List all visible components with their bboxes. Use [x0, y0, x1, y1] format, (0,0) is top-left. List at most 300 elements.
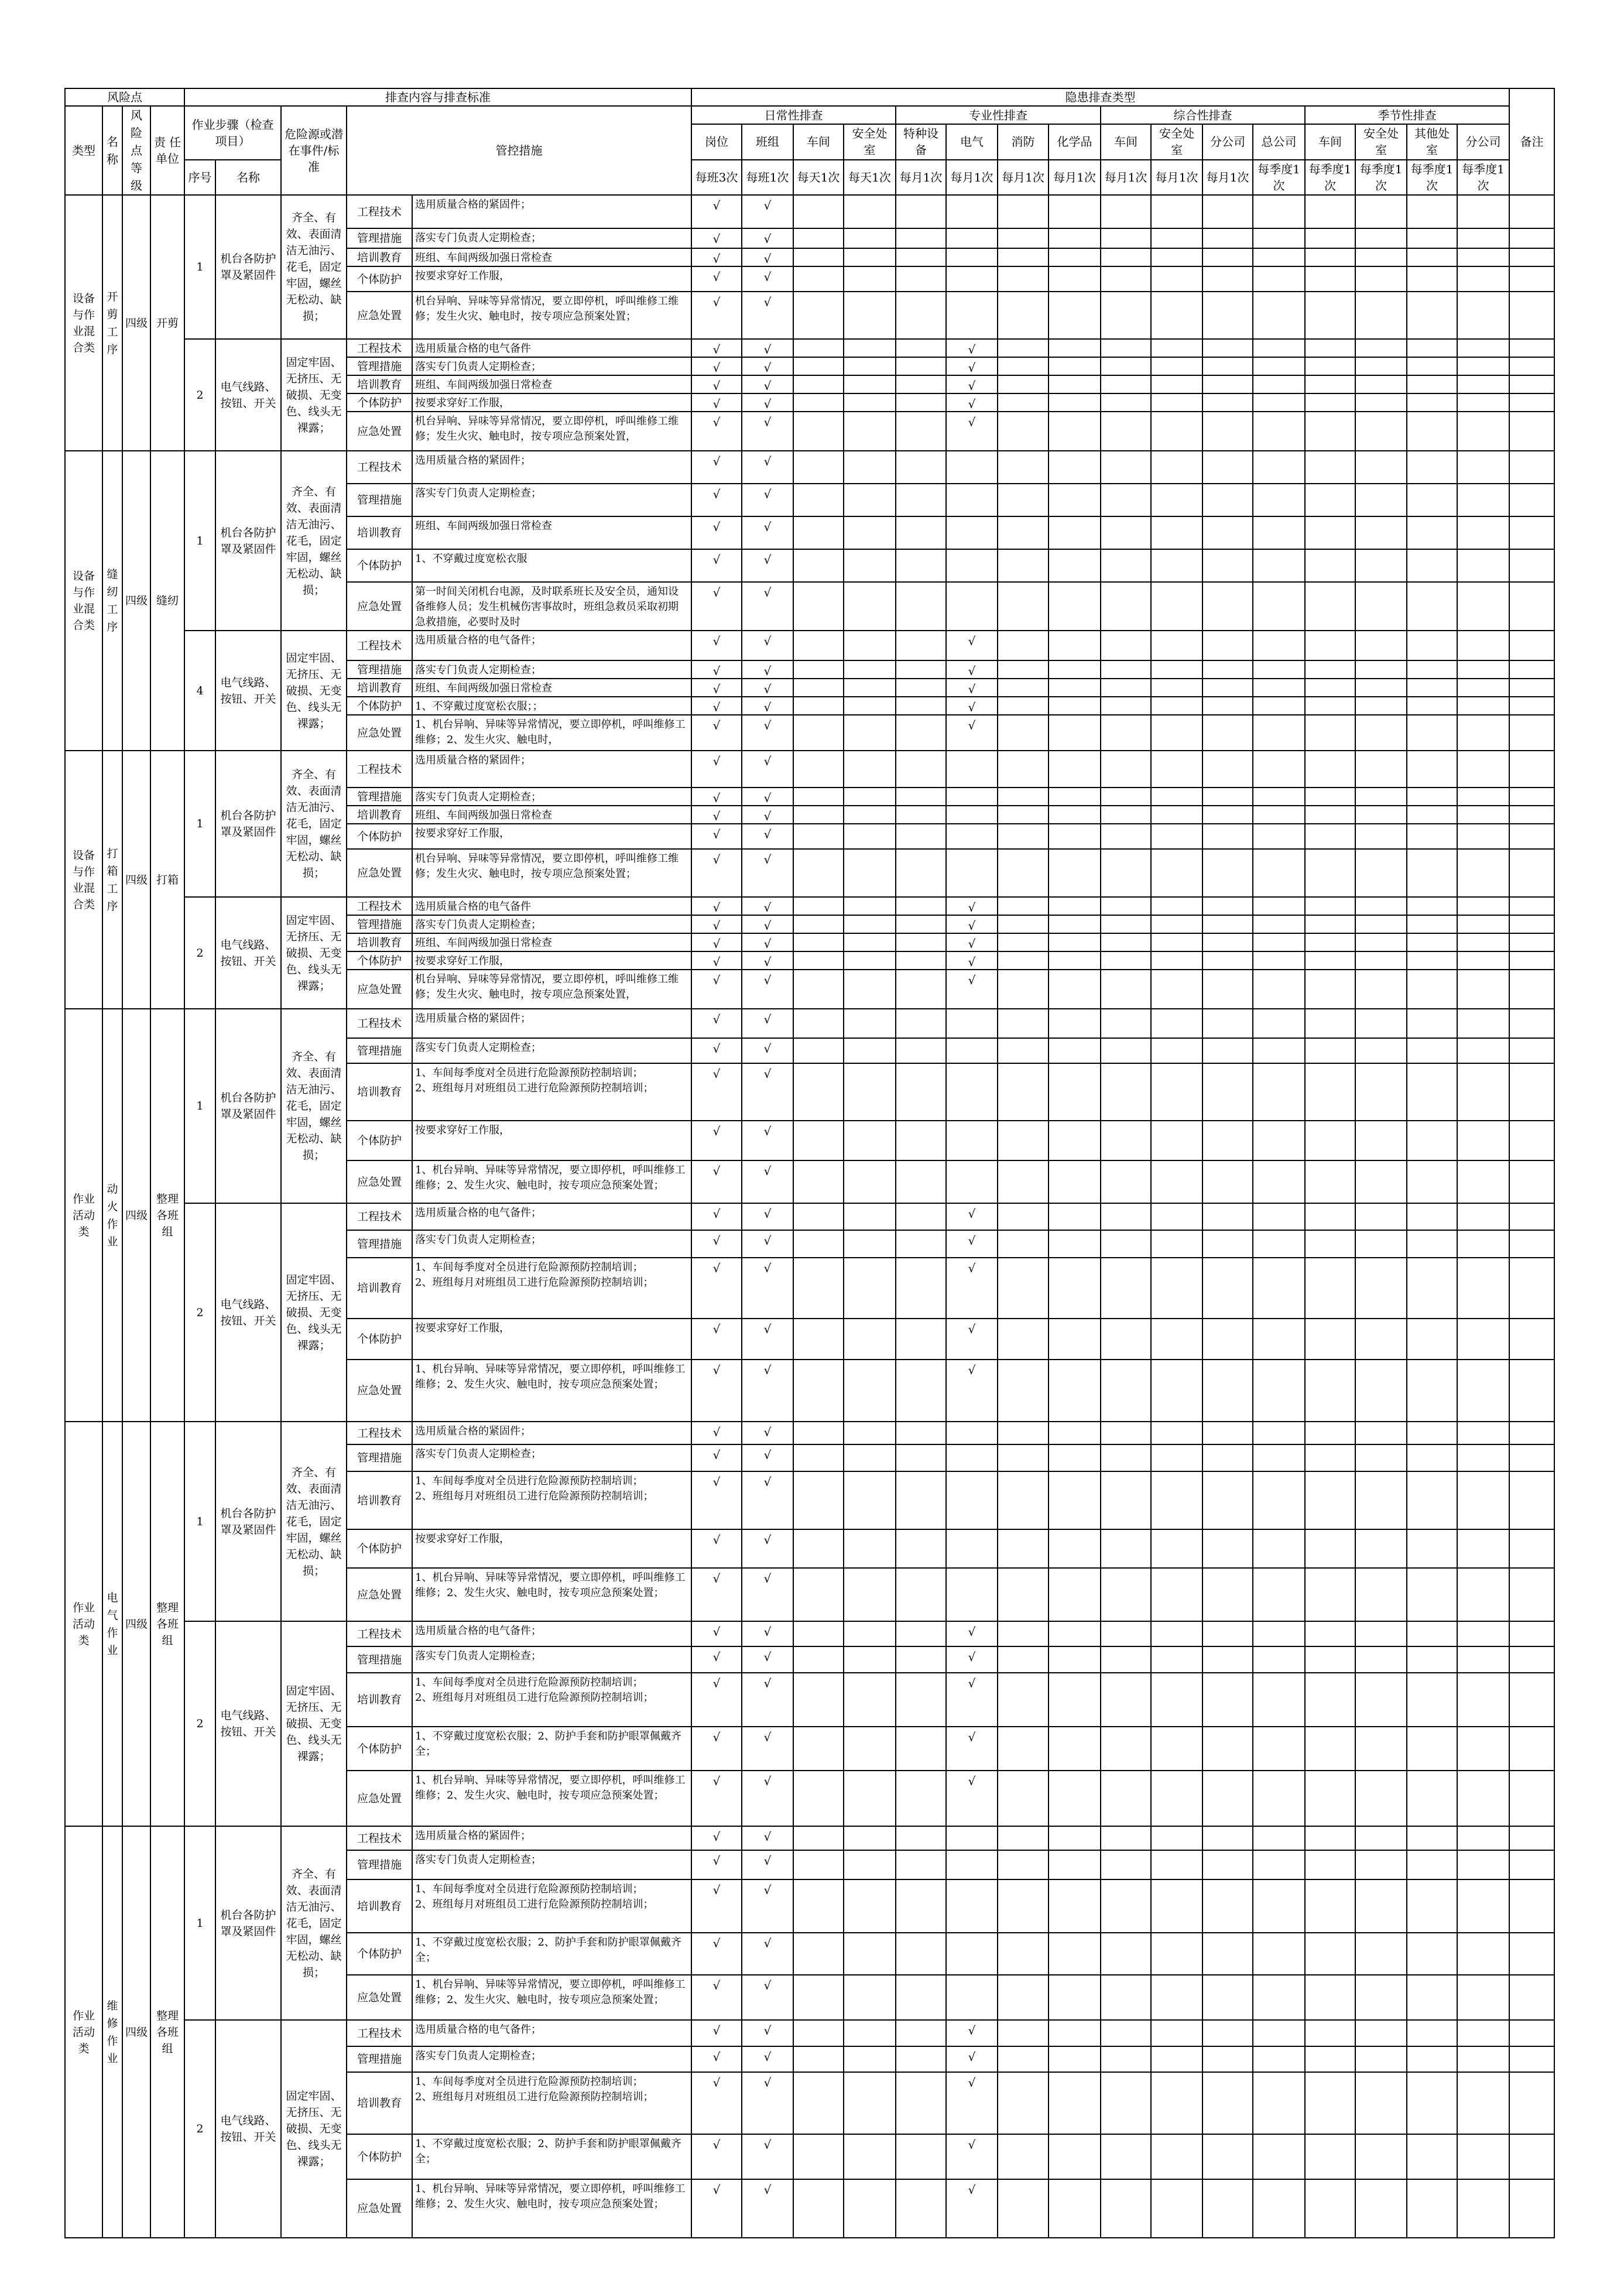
check-cell	[793, 788, 844, 806]
check-cell	[793, 1063, 844, 1121]
check-cell	[1049, 1319, 1101, 1360]
check-cell	[1253, 697, 1305, 715]
check-mark: √	[742, 788, 793, 806]
check-cell	[1407, 849, 1457, 897]
check-cell	[1049, 751, 1101, 788]
check-cell	[1202, 1203, 1253, 1230]
check-cell	[946, 788, 998, 806]
check-cell	[1151, 715, 1202, 751]
check-cell	[896, 1230, 946, 1258]
check-cell	[1305, 1230, 1355, 1258]
control-measure: 选用质量合格的紧固件；	[412, 751, 691, 788]
remarks-cell	[1509, 451, 1554, 484]
check-cell	[1407, 1319, 1457, 1360]
check-cell	[896, 1121, 946, 1160]
measure-category: 培训教育	[347, 375, 412, 393]
check-mark: √	[742, 2072, 793, 2134]
check-cell	[1202, 1258, 1253, 1319]
check-cell	[1151, 484, 1202, 516]
check-cell	[998, 897, 1049, 915]
check-mark: √	[742, 339, 793, 357]
check-cell	[1407, 660, 1457, 679]
check-cell	[1407, 951, 1457, 970]
check-cell	[1101, 951, 1151, 970]
check-mark: √	[742, 933, 793, 951]
step-name: 电气线路、按钮、开关	[215, 631, 281, 751]
header-responsible-unit: 责 任单位	[150, 106, 184, 195]
measure-category: 管理措施	[347, 660, 412, 679]
check-cell	[1151, 788, 1202, 806]
check-mark: √	[691, 582, 742, 631]
check-cell	[1151, 660, 1202, 679]
hazard-standard: 齐全、有效、表面清洁无油污、花毛，固定牢固，螺丝无松动、缺损；	[281, 1422, 347, 1621]
check-cell	[1457, 1203, 1509, 1230]
measure-category: 个体防护	[347, 1121, 412, 1160]
check-cell	[896, 248, 946, 266]
check-cell	[998, 375, 1049, 393]
remarks-cell	[1509, 1568, 1554, 1621]
check-cell	[1202, 451, 1253, 484]
check-cell	[1305, 1850, 1355, 1879]
check-cell	[1407, 266, 1457, 292]
control-measure: 选用质量合格的紧固件；	[412, 1009, 691, 1038]
check-cell	[793, 951, 844, 970]
check-cell	[1101, 715, 1151, 751]
check-cell	[946, 1529, 998, 1568]
check-cell	[1253, 1230, 1305, 1258]
check-cell	[1253, 248, 1305, 266]
check-cell	[1457, 1160, 1509, 1203]
check-cell	[1457, 1771, 1509, 1826]
check-cell	[844, 970, 896, 1009]
check-cell	[1101, 1160, 1151, 1203]
measure-category: 个体防护	[347, 1529, 412, 1568]
check-cell	[1202, 1646, 1253, 1673]
check-cell	[1407, 1121, 1457, 1160]
table-row	[65, 2020, 1554, 2046]
check-cell	[896, 516, 946, 549]
check-mark: √	[691, 1826, 742, 1850]
check-cell	[1305, 806, 1355, 824]
check-cell	[1407, 1360, 1457, 1422]
measure-category: 个体防护	[347, 824, 412, 849]
header-frequency: 每月1次	[946, 160, 998, 195]
check-mark: √	[691, 970, 742, 1009]
check-cell	[896, 1975, 946, 2020]
check-cell	[1049, 248, 1101, 266]
measure-category: 工程技术	[347, 195, 412, 228]
measure-category: 个体防护	[347, 2134, 412, 2179]
check-mark: √	[691, 1422, 742, 1444]
remarks-cell	[1509, 660, 1554, 679]
check-mark: √	[691, 2134, 742, 2179]
check-cell	[1101, 1203, 1151, 1230]
check-cell	[1305, 849, 1355, 897]
risk-level: 四级	[122, 751, 150, 1009]
check-cell	[896, 715, 946, 751]
check-cell	[896, 697, 946, 715]
check-cell	[1355, 1160, 1407, 1203]
check-cell	[1355, 1203, 1407, 1230]
control-measure: 1、不穿戴过度宽松衣服；2、防护手套和防护眼罩佩戴齐全；	[412, 2134, 691, 2179]
check-mark: √	[946, 951, 998, 970]
check-mark: √	[691, 1121, 742, 1160]
check-cell	[1305, 195, 1355, 228]
check-cell	[1151, 195, 1202, 228]
check-cell	[896, 228, 946, 248]
measure-category: 应急处置	[347, 970, 412, 1009]
measure-category: 个体防护	[347, 1727, 412, 1771]
check-cell	[793, 933, 844, 951]
check-mark: √	[742, 806, 793, 824]
check-cell	[793, 1230, 844, 1258]
check-cell	[1355, 679, 1407, 697]
check-cell	[844, 2134, 896, 2179]
check-mark: √	[742, 751, 793, 788]
check-mark: √	[691, 1568, 742, 1621]
measure-category: 培训教育	[347, 1673, 412, 1727]
check-cell	[1253, 970, 1305, 1009]
check-cell	[1151, 1160, 1202, 1203]
check-cell	[1151, 549, 1202, 582]
check-cell	[1151, 339, 1202, 357]
check-cell	[844, 1360, 896, 1422]
step-name: 机台各防护罩及紧固件	[215, 1009, 281, 1203]
check-cell	[844, 1621, 896, 1646]
header-column: 安全处室	[844, 124, 896, 159]
check-cell	[1202, 1009, 1253, 1038]
check-cell	[1049, 1933, 1101, 1975]
check-cell	[998, 970, 1049, 1009]
check-cell	[1253, 412, 1305, 451]
check-cell	[1355, 339, 1407, 357]
check-cell	[896, 1727, 946, 1771]
check-cell	[793, 1121, 844, 1160]
check-cell	[1049, 1826, 1101, 1850]
check-cell	[1202, 1360, 1253, 1422]
check-cell	[793, 1621, 844, 1646]
check-cell	[1457, 1621, 1509, 1646]
check-cell	[896, 2046, 946, 2072]
check-cell	[1151, 1360, 1202, 1422]
check-cell	[1151, 1230, 1202, 1258]
check-cell	[1202, 1850, 1253, 1879]
check-cell	[1049, 357, 1101, 375]
check-cell	[1151, 228, 1202, 248]
check-cell	[1253, 451, 1305, 484]
check-cell	[1202, 2020, 1253, 2046]
check-cell	[793, 1038, 844, 1063]
check-cell	[1457, 1826, 1509, 1850]
check-cell	[1049, 1771, 1101, 1826]
check-cell	[1407, 357, 1457, 375]
check-cell	[1101, 897, 1151, 915]
table-row	[65, 1203, 1554, 1230]
remarks-cell	[1509, 195, 1554, 228]
check-cell	[1305, 631, 1355, 660]
check-cell	[1355, 2072, 1407, 2134]
step-seq: 1	[184, 451, 215, 631]
check-mark: √	[742, 1975, 793, 2020]
check-cell	[793, 2072, 844, 2134]
remarks-cell	[1509, 970, 1554, 1009]
check-cell	[1049, 1621, 1101, 1646]
check-cell	[1151, 970, 1202, 1009]
check-cell	[1457, 549, 1509, 582]
check-cell	[1355, 2046, 1407, 2072]
check-cell	[1407, 393, 1457, 412]
check-cell	[1253, 1673, 1305, 1727]
check-cell	[1049, 1203, 1101, 1230]
header-column: 班组	[742, 124, 793, 159]
table-row	[65, 1422, 1554, 1444]
check-cell	[844, 516, 896, 549]
check-cell	[946, 292, 998, 339]
check-cell	[1457, 951, 1509, 970]
remarks-cell	[1509, 679, 1554, 697]
check-cell	[1355, 1230, 1407, 1258]
check-cell	[1151, 915, 1202, 933]
check-cell	[844, 679, 896, 697]
check-cell	[1457, 1258, 1509, 1319]
control-measure: 机台异响、异味等异常情况，要立即停机，呼叫维修工维修；发生火灾、触电时，按专项应急预案处置；	[412, 292, 691, 339]
check-cell	[1407, 339, 1457, 357]
check-cell	[844, 266, 896, 292]
check-cell	[1355, 788, 1407, 806]
check-cell	[998, 1038, 1049, 1063]
check-cell	[1407, 1673, 1457, 1727]
check-cell	[1049, 1646, 1101, 1673]
check-cell	[1457, 1879, 1509, 1933]
check-cell	[1407, 1975, 1457, 2020]
check-cell	[1407, 2179, 1457, 2238]
check-cell	[1202, 516, 1253, 549]
header-column: 总公司	[1253, 124, 1305, 159]
check-mark: √	[691, 1360, 742, 1422]
check-cell	[793, 549, 844, 582]
step-name: 电气线路、按钮、开关	[215, 339, 281, 451]
check-cell	[946, 1471, 998, 1529]
remarks-cell	[1509, 1444, 1554, 1471]
check-mark: √	[691, 2179, 742, 2238]
check-cell	[1407, 751, 1457, 788]
check-cell	[1457, 915, 1509, 933]
check-cell	[793, 915, 844, 933]
check-cell	[1407, 1038, 1457, 1063]
step-seq: 2	[184, 339, 215, 451]
check-cell	[793, 1850, 844, 1879]
check-cell	[1049, 2020, 1101, 2046]
check-cell	[793, 1529, 844, 1568]
check-cell	[1253, 1160, 1305, 1203]
check-cell	[998, 1621, 1049, 1646]
remarks-cell	[1509, 1529, 1554, 1568]
header-frequency: 每季度1次	[1355, 160, 1407, 195]
check-cell	[1305, 1471, 1355, 1529]
check-cell	[1457, 2179, 1509, 2238]
check-cell	[1202, 849, 1253, 897]
check-mark: √	[691, 897, 742, 915]
check-cell	[844, 292, 896, 339]
check-cell	[1407, 516, 1457, 549]
check-mark: √	[742, 660, 793, 679]
check-mark: √	[742, 549, 793, 582]
risk-level: 四级	[122, 1826, 150, 2238]
check-cell	[1407, 2020, 1457, 2046]
check-mark: √	[742, 1230, 793, 1258]
check-cell	[1202, 266, 1253, 292]
check-cell	[946, 1121, 998, 1160]
measure-category: 应急处置	[347, 412, 412, 451]
check-cell	[998, 660, 1049, 679]
check-cell	[998, 1933, 1049, 1975]
check-cell	[1202, 715, 1253, 751]
check-cell	[1407, 228, 1457, 248]
check-cell	[793, 897, 844, 915]
check-cell	[1202, 806, 1253, 824]
control-measure: 选用质量合格的紧固件；	[412, 1422, 691, 1444]
check-cell	[1305, 516, 1355, 549]
check-cell	[896, 1568, 946, 1621]
check-mark: √	[691, 2072, 742, 2134]
check-cell	[1457, 1568, 1509, 1621]
check-cell	[1202, 631, 1253, 660]
control-measure: 班组、车间两级加强日常检查	[412, 248, 691, 266]
check-mark: √	[742, 1444, 793, 1471]
check-cell	[998, 484, 1049, 516]
check-cell	[1407, 933, 1457, 951]
check-cell	[1202, 1727, 1253, 1771]
check-cell	[1355, 715, 1407, 751]
check-cell	[1049, 292, 1101, 339]
check-mark: √	[691, 549, 742, 582]
check-mark: √	[691, 228, 742, 248]
check-cell	[844, 915, 896, 933]
measure-category: 培训教育	[347, 1879, 412, 1933]
hazard-standard: 固定牢固、无挤压、无破损、无变色、线头无裸露；	[281, 897, 347, 1009]
check-cell	[896, 339, 946, 357]
measure-category: 应急处置	[347, 1975, 412, 2020]
check-cell	[1305, 412, 1355, 451]
check-mark: √	[691, 806, 742, 824]
check-cell	[998, 1771, 1049, 1826]
check-cell	[1202, 1444, 1253, 1471]
check-cell	[1101, 339, 1151, 357]
check-cell	[1202, 412, 1253, 451]
check-cell	[1202, 549, 1253, 582]
check-mark: √	[691, 849, 742, 897]
check-cell	[1151, 1422, 1202, 1444]
check-cell	[1253, 393, 1305, 412]
check-cell	[1101, 824, 1151, 849]
check-cell	[1305, 484, 1355, 516]
check-cell	[1202, 1422, 1253, 1444]
measure-category: 管理措施	[347, 788, 412, 806]
check-cell	[1457, 1422, 1509, 1444]
check-cell	[1305, 679, 1355, 697]
check-mark: √	[742, 1826, 793, 1850]
check-cell	[946, 1568, 998, 1621]
check-cell	[1101, 1850, 1151, 1879]
remarks-cell	[1509, 1063, 1554, 1121]
check-cell	[1457, 2020, 1509, 2046]
check-cell	[1355, 266, 1407, 292]
check-cell	[1355, 1422, 1407, 1444]
check-cell	[998, 1568, 1049, 1621]
check-cell	[896, 1258, 946, 1319]
check-cell	[946, 1826, 998, 1850]
check-cell	[1253, 849, 1305, 897]
check-mark: √	[742, 1933, 793, 1975]
header-column: 消防	[998, 124, 1049, 159]
check-cell	[998, 1529, 1049, 1568]
check-cell	[844, 582, 896, 631]
check-cell	[1049, 1529, 1101, 1568]
check-cell	[844, 715, 896, 751]
check-cell	[1202, 1319, 1253, 1360]
check-cell	[1151, 582, 1202, 631]
check-cell	[1355, 292, 1407, 339]
check-cell	[998, 806, 1049, 824]
check-cell	[793, 412, 844, 451]
control-measure: 1、机台异响、异味等异常情况，要立即停机，呼叫维修工维修；2、发生火灾、触电时，按专项应急预案处置；	[412, 1568, 691, 1621]
check-cell	[1049, 951, 1101, 970]
check-cell	[1101, 2072, 1151, 2134]
remarks-cell	[1509, 484, 1554, 516]
check-cell	[896, 788, 946, 806]
check-cell	[1049, 393, 1101, 412]
check-cell	[1253, 1009, 1305, 1038]
check-cell	[844, 339, 896, 357]
check-cell	[844, 933, 896, 951]
check-cell	[1253, 631, 1305, 660]
check-cell	[946, 484, 998, 516]
check-cell	[1151, 751, 1202, 788]
check-cell	[1101, 1529, 1151, 1568]
check-mark: √	[742, 412, 793, 451]
check-cell	[793, 2179, 844, 2238]
check-cell	[1202, 2179, 1253, 2238]
header-frequency: 每班1次	[742, 160, 793, 195]
check-cell	[1407, 1879, 1457, 1933]
check-cell	[844, 1258, 896, 1319]
check-cell	[844, 1444, 896, 1471]
check-cell	[896, 375, 946, 393]
check-cell	[998, 393, 1049, 412]
check-cell	[1457, 292, 1509, 339]
measure-category: 管理措施	[347, 228, 412, 248]
check-cell	[998, 1879, 1049, 1933]
check-cell	[998, 549, 1049, 582]
check-cell	[793, 1826, 844, 1850]
remarks-cell	[1509, 631, 1554, 660]
check-mark: √	[742, 1422, 793, 1444]
check-cell	[1049, 897, 1101, 915]
check-cell	[1355, 1258, 1407, 1319]
control-measure: 机台异响、异味等异常情况，要立即停机，呼叫维修工维修；发生火灾、触电时，按专项应急预案处置，	[412, 412, 691, 451]
check-cell	[1305, 788, 1355, 806]
check-cell	[946, 1975, 998, 2020]
check-cell	[1355, 248, 1407, 266]
check-cell	[1151, 1646, 1202, 1673]
check-cell	[793, 339, 844, 357]
check-cell	[998, 412, 1049, 451]
check-mark: √	[691, 2046, 742, 2072]
check-cell	[896, 970, 946, 1009]
risk-level: 四级	[122, 195, 150, 451]
check-cell	[998, 228, 1049, 248]
header-type: 类型	[65, 106, 102, 195]
